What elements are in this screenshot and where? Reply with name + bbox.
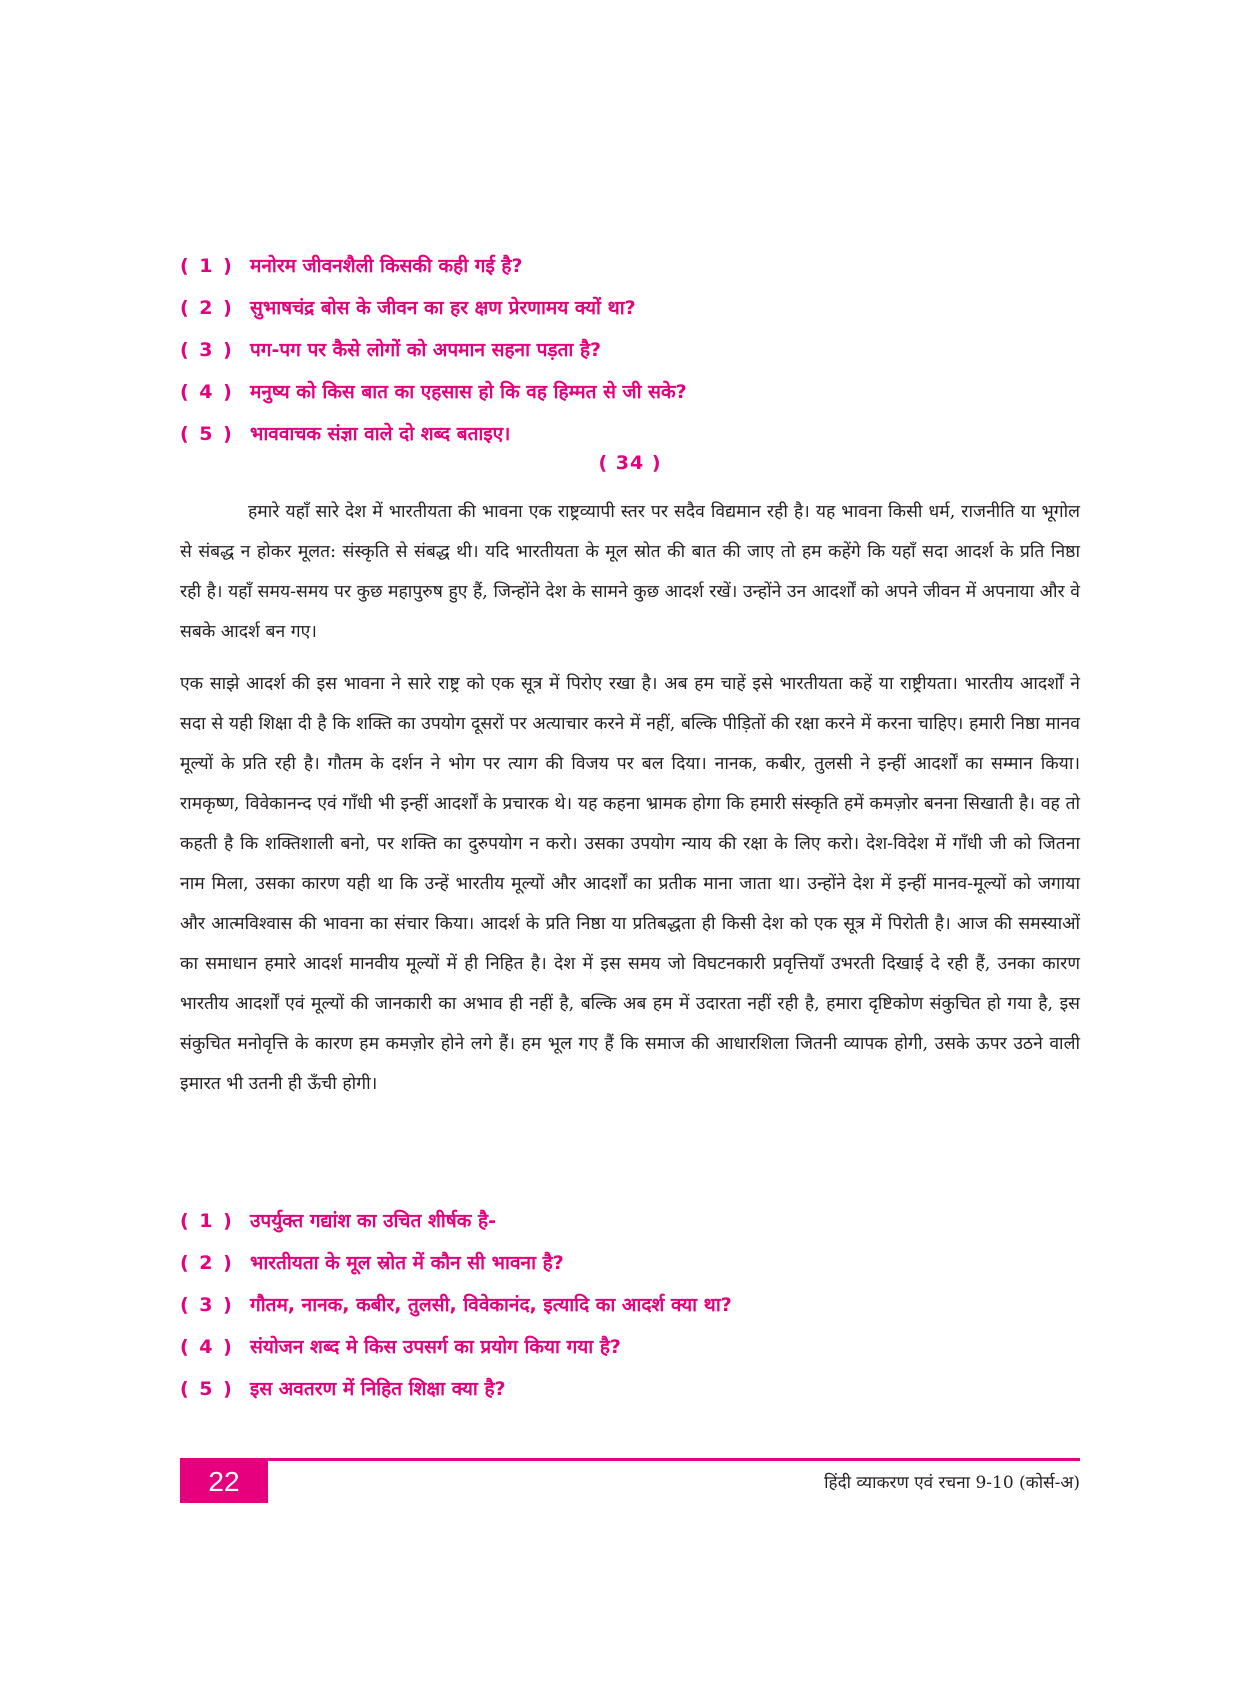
footer-divider (180, 1458, 1080, 1461)
passage-paragraph-1: हमारे यहाँ सारे देश में भारतीयता की भावना एक राष्ट्रव्यापी स्तर पर सदैव विद्यमान रही है। यह भावना किसी धर्म, राजनीति या भूगोल से संबद्ध न होकर मूलत: संस्कृति से संबद्ध थी। यदि भारतीयता के मूल स्रोत की बात की जाए तो हम कहेंगे कि यहाँ सदा आदर्श के प्रति निष्ठा रही है। यहाँ समय-समय पर कुछ महापुरुष हुए हैं, जिन्होंने देश के सामने कुछ आदर्श रखें। उन्होंने उन आदर्शों को अपने जीवन में अपनाया और वे सबके आदर्श बन गए। (180, 502, 1080, 642)
question-number: ( 2 ) (180, 1252, 234, 1274)
question-text: संयोजन शब्द मे किस उपसर्ग का प्रयोग किया गया है? (250, 1336, 621, 1358)
question-item (180, 378, 1080, 420)
question-number: ( 2 ) (180, 297, 234, 319)
question-text: इस अवतरण में निहित शिक्षा क्या है? (250, 1378, 506, 1400)
question-text: भारतीयता के मूल स्रोत में कौन सी भावना है? (250, 1252, 564, 1274)
page-number-badge: 22 (180, 1461, 268, 1503)
question-text: पग-पग पर कैसे लोगों को अपमान सहना पड़ता है? (250, 339, 602, 361)
question-number: ( 3 ) (180, 1294, 234, 1316)
question-item (180, 252, 1080, 294)
question-text: भाववाचक संज्ञा वाले दो शब्द बताइए। (250, 423, 511, 445)
question-item (180, 1291, 1080, 1333)
question-number: ( 1 ) (180, 255, 234, 277)
question-number: ( 5 ) (180, 423, 234, 445)
question-number: ( 3 ) (180, 339, 234, 361)
question-item (180, 294, 1080, 336)
question-number: ( 1 ) (180, 1210, 234, 1232)
question-number: ( 5 ) (180, 1378, 234, 1400)
question-number: ( 4 ) (180, 1336, 234, 1358)
question-text: मनुष्य को किस बात का एहसास हो कि वह हिम्मत से जी सके? (250, 381, 687, 403)
question-text: सुभाषचंद्र बोस के जीवन का हर क्षण प्रेरणामय क्यों था? (250, 297, 636, 319)
question-number: ( 4 ) (180, 381, 234, 403)
question-item (180, 336, 1080, 378)
question-text: गौतम, नानक, कबीर, तुलसी, विवेकानंद, इत्यादि का आदर्श क्या था? (250, 1294, 732, 1316)
question-text: मनोरम जीवनशैली किसकी कही गई है? (250, 255, 523, 277)
question-item (180, 1207, 1080, 1249)
passage-body (180, 492, 1080, 1104)
question-list-passage-34 (180, 1207, 1080, 1417)
footer-book-title: हिंदी व्याकरण एवं रचना 9-10 (कोर्स-अ) (824, 1473, 1080, 1493)
passage-paragraph-2: एक साझे आदर्श की इस भावना ने सारे राष्ट्र को एक सूत्र में पिरोए रखा है। अब हम चाहें इसे भारतीयता कहें या राष्ट्रीयता। भारतीय आदर्शों ने सदा से यही शिक्षा दी है कि शक्ति का उपयोग दूसरों पर अत्याचार करने में नहीं, बल्कि पीड़ितों की रक्षा करने में करना चाहिए। हमारी निष्ठा मानव मूल्यों के प्रति रही है। गौतम के दर्शन ने भोग पर त्याग की विजय पर बल दिया। नानक, कबीर, तुलसी ने इन्हीं आदर्शों का सम्मान किया। रामकृष्ण, विवेकानन्द एवं गाँधी भी इन्हीं आदर्शों के प्रचारक थे। यह कहना भ्रामक होगा कि हमारी संस्कृति हमें कमज़ोर बनना सिखाती है। वह तो कहती है कि शक्तिशाली बनो, पर शक्ति का दुरुपयोग न करो। उसका उपयोग न्याय की रक्षा के लिए करो। देश-विदेश में गाँधी जी को जितना नाम मिला, उसका कारण यही था कि उन्हें भारतीय मूल्यों और आदर्शों का प्रतीक माना जाता था। उन्होंने देश में इन्हीं मानव-मूल्यों को जगाया और आत्मविश्वास की भावना का संचार किया। आदर्श के प्रति निष्ठा या प्रतिबद्धता ही किसी देश को एक सूत्र में पिरोती है। आज की समस्याओं का समाधान हमारे आदर्श मानवीय मूल्यों में ही निहित है। देश में इस समय जो विघटनकारी प्रवृत्तियाँ उभरती दिखाई दे रही हैं, उनका कारण भारतीय आदर्शों एवं मूल्यों की जानकारी का अभाव ही नहीं है, बल्कि अब हम में उदारता नहीं रही है, हमारा दृष्टिकोण संकुचित हो गया है, इस संकुचित मनोवृत्ति के कारण हम कमज़ोर होने लगे हैं। हम भूल गए हैं कि समाज की आधारशिला जितनी व्यापक होगी, उसके ऊपर उठने वाली इमारत भी उतनी ही ऊँची होगी। (180, 674, 1080, 1094)
question-item (180, 1375, 1080, 1417)
question-item (180, 1333, 1080, 1375)
passage-number: ( 34 ) (598, 452, 662, 474)
question-list-previous-passage (180, 252, 1080, 462)
question-item (180, 1249, 1080, 1291)
question-text: उपर्युक्त गद्यांश का उचित शीर्षक है- (250, 1210, 496, 1232)
